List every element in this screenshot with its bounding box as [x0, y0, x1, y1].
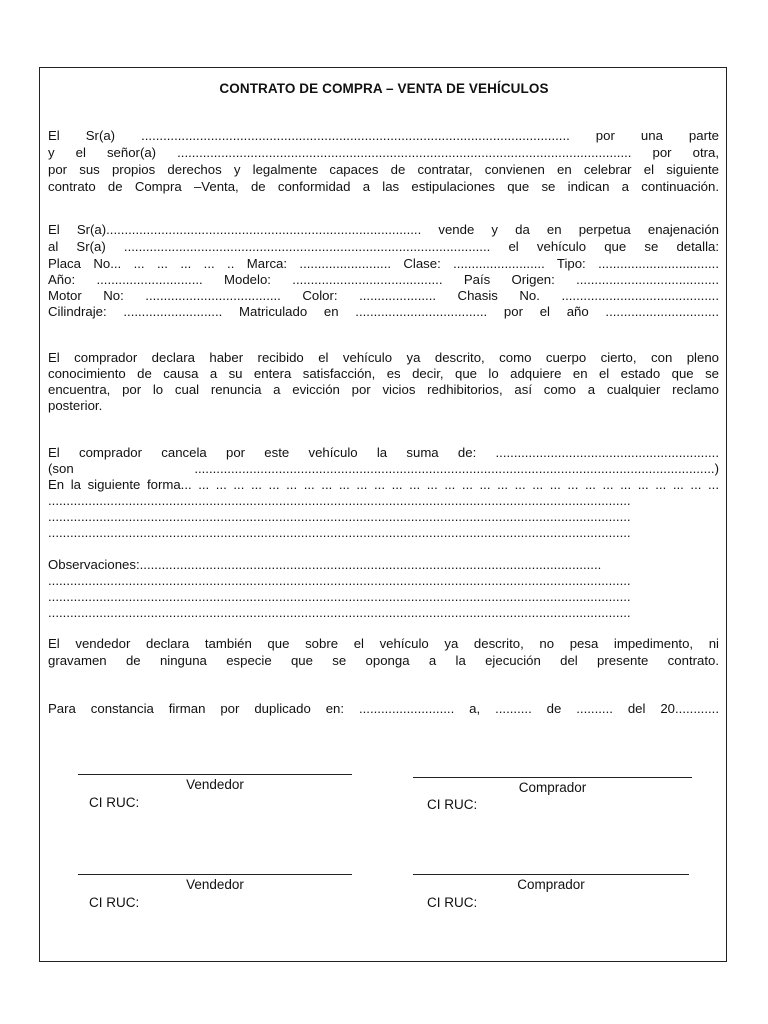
payment-blank-line-1: ...............................................................................................................................................................: [48, 493, 631, 508]
seller-clause-line-2: gravamen de ninguna especie que se oponga a la ejecución del presente contrato.: [48, 653, 719, 668]
seller-ci-ruc-1: CI RUC:: [89, 795, 140, 810]
seller-signature-line-1: [78, 774, 352, 775]
intro-line-4: contrato de Compra –Venta, de conformidad a las estipulaciones que se indican a continuación.: [48, 179, 719, 194]
buyer-label-2: Comprador: [517, 877, 585, 892]
observations-blank-line-1: ...............................................................................................................................................................: [48, 573, 631, 588]
observations-line-label: Observaciones:..............................................................................................................................: [48, 557, 602, 572]
seller-label-2: Vendedor: [186, 877, 244, 892]
declaration-line-4: posterior.: [48, 398, 103, 413]
buyer-label-1: Comprador: [518, 780, 587, 795]
vehicle-line-anio: Año: ............................. Modelo: ......................................... País Origen: .......................................: [48, 272, 719, 287]
payment-blank-line-2: ...............................................................................................................................................................: [48, 509, 631, 524]
intro-line-3: por sus propios derechos y legalmente capaces de contratar, convienen en celebrar el siguiente: [48, 162, 719, 177]
vehicle-line-buyer: al Sr(a) .................................................................................................... el vehículo que se detalla:: [48, 239, 719, 254]
seller-label-1: Vendedor: [186, 777, 244, 792]
declaration-line-2: conocimiento de causa a su entera satisfacción, es decir, que lo adquiere en el estado que se: [48, 366, 719, 381]
closing-line: Para constancia firman por duplicado en: .......................... a, .......... de .......... del 20............: [48, 701, 719, 716]
payment-line-words: (son ..............................................................................................................................................): [48, 461, 719, 476]
observations-blank-line-3: ...............................................................................................................................................................: [48, 605, 631, 620]
intro-line-1: El Sr(a) ..................................................................................................................... por una parte: [48, 128, 719, 143]
buyer-signature-line-2: [413, 874, 689, 875]
seller-clause-line-1: El vendedor declara también que sobre el vehículo ya descrito, no pesa impedimento, ni: [48, 636, 719, 651]
document-title: CONTRATO DE COMPRA – VENTA DE VEHÍCULOS: [219, 81, 549, 96]
intro-line-2: y el señor(a) ............................................................................................................................ por otra,: [48, 145, 719, 160]
payment-blank-line-3: ...............................................................................................................................................................: [48, 525, 631, 540]
vehicle-line-placa: Placa No... ... ... ... ... .. Marca: ......................... Clase: ......................... Tipo: .................................: [48, 256, 719, 271]
buyer-signature-line-1: [413, 777, 692, 778]
vehicle-line-cilindraje: Cilindraje: ........................... Matriculado en .................................... por el año ...............................: [48, 304, 719, 319]
vehicle-line-motor: Motor No: ..................................... Color: ..................... Chasis No. ...........................................: [48, 288, 719, 303]
buyer-ci-ruc-2: CI RUC:: [427, 895, 478, 910]
seller-ci-ruc-2: CI RUC:: [89, 895, 140, 910]
vehicle-line-seller: El Sr(a)...................................................................................... vende y da en perpetua enajenación: [48, 222, 719, 237]
payment-line-amount: El comprador cancela por este vehículo la suma de: .............................................................: [48, 445, 719, 460]
declaration-line-3: encuentra, por lo cual renuncia a evicción por vicios redhibitorios, así como a cualquier reclamo: [48, 382, 719, 397]
declaration-line-1: El comprador declara haber recibido el vehículo ya descrito, como cuerpo cierto, con pleno: [48, 350, 719, 365]
payment-line-form: En la siguiente forma... ... ... ... ... ... ... ... ... ... ... ... ... ... ... ... ... ... ... ... ... ... ... ... ... ... ... ... ... ... ...: [48, 477, 719, 492]
seller-signature-line-2: [78, 874, 352, 875]
buyer-ci-ruc-1: CI RUC:: [427, 797, 478, 812]
observations-blank-line-2: ...............................................................................................................................................................: [48, 589, 631, 604]
